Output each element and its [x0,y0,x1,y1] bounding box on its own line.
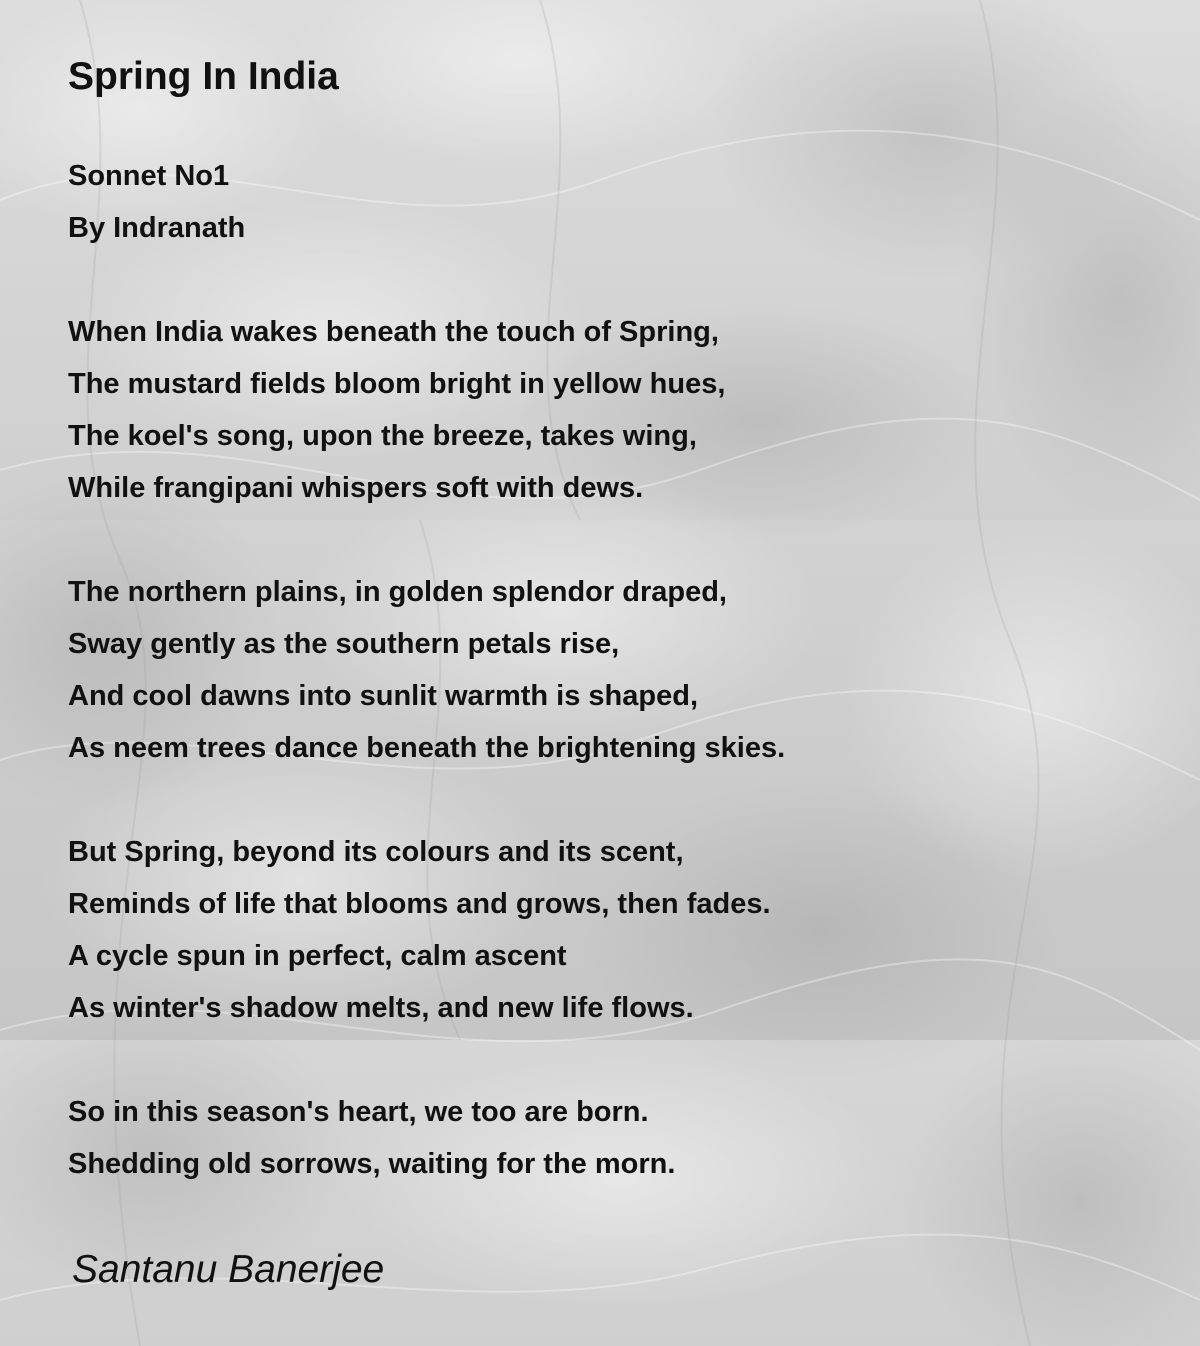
poem-title: Spring In India [68,55,339,98]
poem-line: When India wakes beneath the touch of Spring, [68,316,719,348]
poem-line: But Spring, beyond its colours and its scent, [68,836,684,868]
poem-line: As neem trees dance beneath the brightening skies. [68,732,786,764]
poem-line: The northern plains, in golden splendor draped, [68,576,727,608]
poem-line: As winter's shadow melts, and new life flows. [68,992,694,1024]
poem-line: Shedding old sorrows, waiting for the morn. [68,1148,676,1180]
poem-line: While frangipani whispers soft with dews. [68,472,644,504]
poem-line: Sway gently as the southern petals rise, [68,628,620,660]
poem-line: So in this season's heart, we too are born. [68,1096,649,1128]
poem-line: A cycle spun in perfect, calm ascent [68,940,567,972]
poem-line: And cool dawns into sunlit warmth is shaped, [68,680,698,712]
poem-byline: By Indranath [68,212,246,244]
author-signature: Santanu Banerjee [72,1248,385,1291]
poem-subtitle: Sonnet No1 [68,160,230,192]
poem-line: The koel's song, upon the breeze, takes wing, [68,420,697,452]
poem-line: The mustard fields bloom bright in yellow hues, [68,368,726,400]
poem-line: Reminds of life that blooms and grows, then fades. [68,888,771,920]
